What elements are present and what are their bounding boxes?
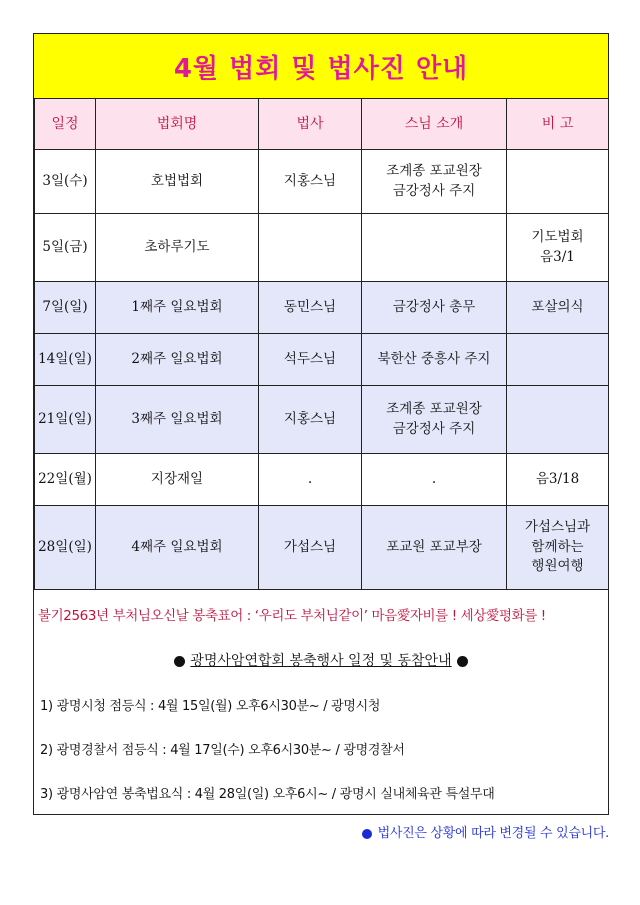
footer-note [362, 822, 609, 841]
cell-service-name: 초하루기도 [96, 214, 259, 282]
bullet-dot-icon [457, 656, 468, 667]
events-heading-text: 광명사암연합회 봉축행사 일정 및 동참안내 [190, 653, 452, 669]
cell-date: 22일(월) [35, 454, 96, 506]
title-banner [34, 34, 608, 99]
note-line: 행원여행 [531, 558, 584, 575]
cell-intro: 북한산 중흥사 주지 [362, 334, 507, 386]
cell-date: 5일(금) [35, 214, 96, 282]
blue-dot-icon [362, 829, 372, 839]
note-line: 기도법회 [531, 228, 584, 245]
cell-intro: 포교원 포교부장 [362, 506, 507, 590]
cell-note [507, 386, 609, 454]
cell-teacher: 가섭스님 [259, 506, 362, 590]
cell-intro: . [362, 454, 507, 506]
event-item: 2) 광명경찰서 점등식 : 4월 17일(수) 오후6시30분~ / 광명경찰서 [40, 743, 405, 758]
table-row [35, 282, 609, 334]
header-teacher: 법사 [259, 99, 362, 150]
note-line: 가섭스님과 [524, 519, 591, 536]
cell-date: 3일(수) [35, 150, 96, 214]
cell-note: 포살의식 [507, 282, 609, 334]
cell-teacher: 석두스님 [259, 334, 362, 386]
intro-line: 금강정사 주지 [392, 420, 476, 437]
intro-line: 조계종 포교원장 [386, 400, 482, 417]
header-intro: 스님 소개 [362, 99, 507, 150]
cell-note [507, 150, 609, 214]
header-service-name: 법회명 [96, 99, 259, 150]
cell-service-name: 3째주 일요법회 [96, 386, 259, 454]
cell-date: 21일(일) [35, 386, 96, 454]
cell-service-name: 지장재일 [96, 454, 259, 506]
page-title: 4월 법회 및 법사진 안내 [173, 53, 469, 84]
cell-teacher [259, 214, 362, 282]
slogan-notice: 불기2563년 부처님오신날 봉축표어 : ‘우리도 부처님같이’ 마음愛자비를 ! 세상愛평화를 ! [38, 608, 546, 624]
cell-intro [362, 214, 507, 282]
table-row [35, 150, 609, 214]
cell-note [507, 506, 609, 590]
header-date: 일정 [35, 99, 96, 150]
intro-line: 조계종 포교원장 [386, 162, 482, 179]
schedule-table [34, 98, 609, 590]
note-line: 음3/1 [540, 248, 575, 265]
cell-teacher: 동민스님 [259, 282, 362, 334]
cell-intro: 금강정사 총무 [362, 282, 507, 334]
cell-teacher: . [259, 454, 362, 506]
table-row [35, 454, 609, 506]
footer-note-text: 법사진은 상황에 따라 변경될 수 있습니다. [377, 826, 609, 841]
cell-date: 14일(일) [35, 334, 96, 386]
event-item: 1) 광명시청 점등식 : 4월 15일(월) 오후6시30분~ / 광명시청 [40, 699, 381, 714]
cell-service-name: 2째주 일요법회 [96, 334, 259, 386]
table-header-row [35, 99, 609, 150]
cell-service-name: 1째주 일요법회 [96, 282, 259, 334]
cell-intro [362, 150, 507, 214]
bullet-dot-icon [174, 656, 185, 667]
events-heading [34, 650, 608, 670]
cell-note [507, 334, 609, 386]
announcement-frame [33, 33, 609, 815]
header-note: 비 고 [507, 99, 609, 150]
cell-service-name: 4째주 일요법회 [96, 506, 259, 590]
cell-date: 28일(일) [35, 506, 96, 590]
cell-date: 7일(일) [35, 282, 96, 334]
table-row [35, 334, 609, 386]
cell-note [507, 214, 609, 282]
cell-intro [362, 386, 507, 454]
table-row [35, 386, 609, 454]
table-row [35, 506, 609, 590]
cell-note: 음3/18 [507, 454, 609, 506]
cell-teacher: 지홍스님 [259, 386, 362, 454]
note-line: 함께하는 [531, 538, 584, 555]
cell-teacher: 지홍스님 [259, 150, 362, 214]
cell-service-name: 호법법회 [96, 150, 259, 214]
table-row [35, 214, 609, 282]
event-item: 3) 광명사암연 봉축법요식 : 4월 28일(일) 오후6시~ / 광명시 실내체육관 특설무대 [40, 787, 495, 802]
intro-line: 금강정사 주지 [392, 182, 476, 199]
